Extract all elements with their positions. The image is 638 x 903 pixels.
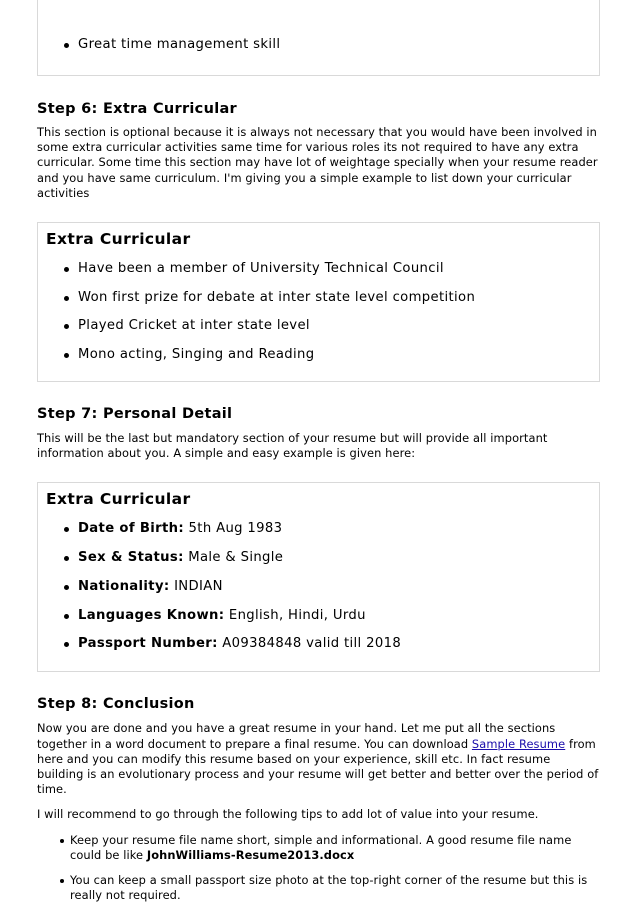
list-item: Won first prize for debate at inter state level competition (78, 289, 591, 307)
detail-value: Male & Single (183, 550, 284, 566)
personal-detail-list (46, 520, 591, 653)
list-item (70, 833, 600, 863)
list-item (78, 549, 591, 567)
step6-paragraph: This section is optional because it is always not necessary that you would have been involved in some extra curricular activities same time for various roles its not required to have any extra curricular. Some time this section may have lot of weightage specially when your resume reader and you have same curriculum. I'm giving you a simple example to list down your curricular activities (37, 125, 598, 200)
list-item: Great time management skill (78, 36, 591, 54)
detail-value: A09384848 valid till 2018 (217, 636, 402, 652)
extra-curricular-list (46, 260, 591, 364)
detail-label: Date of Birth: (78, 521, 185, 537)
personal-detail-box (37, 482, 600, 672)
step8-paragraph (37, 721, 600, 797)
tip-text: You can keep a small passport size photo at the top-right corner of the resume but this is really not required. (70, 873, 588, 903)
step8-heading: Step 8: Conclusion (37, 696, 195, 713)
detail-label: Sex & Status: (78, 550, 184, 566)
list-item: Mono acting, Singing and Reading (78, 346, 591, 364)
detail-label: Languages Known: (78, 607, 225, 623)
detail-value: 5th Aug 1983 (184, 521, 283, 537)
tip-text: Keep your resume file name short, simple and informational. A good resume file name could be like (70, 832, 572, 862)
detail-value: English, Hindi, Urdu (224, 607, 366, 623)
detail-label: Passport Number: (78, 636, 218, 652)
list-item (78, 607, 591, 625)
paragraph-text: Now you are done and you have a great resume in your hand. Let me put all the sections together in a word document to prepare a final resume. You can download (37, 721, 556, 751)
top-box-list (46, 36, 591, 54)
list-item (78, 578, 591, 596)
list-item: Have been a member of University Technical Council (78, 260, 591, 278)
page (37, 0, 600, 903)
extra-curricular-title: Extra Curricular (46, 230, 191, 249)
list-item: Played Cricket at inter state level (78, 317, 591, 335)
list-item (70, 873, 600, 903)
personal-detail-title: Extra Curricular (46, 490, 191, 509)
detail-value: INDIAN (169, 578, 223, 594)
list-item (78, 635, 591, 653)
extra-curricular-box (37, 222, 600, 382)
tip-filename: JohnWilliams-Resume2013.docx (146, 847, 355, 862)
top-box (37, 0, 600, 76)
step8-tips-intro: I will recommend to go through the following tips to add lot of value into your resume. (37, 807, 539, 822)
paragraph-text: from here and you can modify this resume based on your experience, skill etc. In fact resume building is an evolutionary process and your resume will get better and better over the period of time. (37, 736, 599, 797)
detail-label: Nationality: (78, 578, 170, 594)
step6-heading: Step 6: Extra Curricular (37, 101, 238, 117)
sample-resume-link[interactable]: Sample Resume (471, 736, 566, 751)
step7-paragraph: This will be the last but mandatory section of your resume but will provide all important information about you. A simple and easy example is given here: (37, 431, 548, 461)
step7-heading: Step 7: Personal Detail (37, 406, 233, 423)
list-item (78, 520, 591, 538)
tips-list (37, 833, 600, 903)
